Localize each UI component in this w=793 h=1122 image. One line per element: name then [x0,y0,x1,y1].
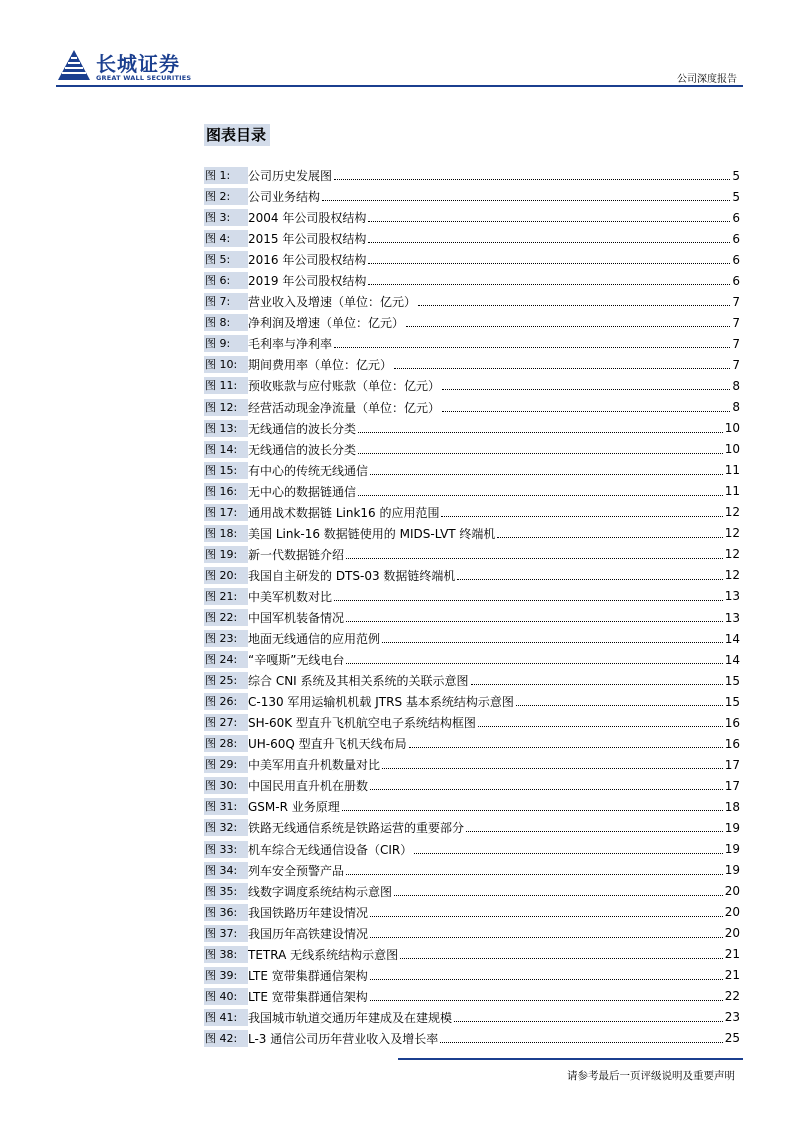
footer-disclaimer: 请参考最后一页评级说明及重要声明 [567,1070,735,1082]
toc-entry[interactable] [204,228,740,249]
figure-label: 图 34: [204,862,248,879]
figure-label: 图 17: [204,504,248,521]
toc-entry[interactable] [204,839,740,860]
dot-leader [442,389,730,390]
figure-title: 经营活动现金净流量（单位：亿元） [248,400,441,415]
toc-entry[interactable] [204,249,740,270]
page-number: 7 [732,315,740,330]
page-number: 7 [732,336,740,351]
dot-leader [368,263,730,264]
figure-label: 图 13: [204,420,248,437]
figure-title: “辛嘎斯”无线电台 [248,653,345,668]
page-number: 19 [724,863,740,878]
dot-leader [346,874,723,875]
dot-leader [441,516,722,517]
toc-entry[interactable] [204,902,740,923]
toc-entry[interactable] [204,817,740,838]
page-number: 16 [724,736,740,751]
dot-leader [334,600,723,601]
figure-title: 新一代数据链介绍 [248,547,345,562]
toc-entry[interactable] [204,670,740,691]
toc-entry[interactable] [204,1007,740,1028]
toc-entry[interactable] [204,1028,740,1049]
toc-entry[interactable] [204,544,740,565]
figure-label: 图 16: [204,483,248,500]
page-number: 14 [724,652,740,667]
dot-leader [346,621,723,622]
figure-label: 图 2: [204,188,248,205]
dot-leader [334,179,730,180]
figure-list [204,165,740,1049]
figure-title: 公司历史发展图 [248,169,333,184]
dot-leader [368,242,730,243]
figure-title: 综合 CNI 系统及其相关系统的关联示意图 [248,674,469,689]
figure-label: 图 23: [204,630,248,647]
toc-entry[interactable] [204,965,740,986]
dot-leader [370,1000,723,1001]
report-type-label: 公司深度报告 [677,74,737,85]
toc-entry[interactable] [204,165,740,186]
page-number: 6 [732,273,740,288]
page-number: 6 [732,210,740,225]
figure-label: 图 40: [204,988,248,1005]
figure-label: 图 9: [204,335,248,352]
toc-entry[interactable] [204,375,740,396]
dot-leader [358,495,723,496]
figure-title: 有中心的传统无线通信 [248,463,369,478]
toc-entry[interactable] [204,628,740,649]
page-number: 19 [724,820,740,835]
great-wall-logo-icon [56,46,92,82]
dot-leader [414,853,722,854]
figure-label: 图 28: [204,735,248,752]
figure-title: 2004 年公司股权结构 [248,211,367,226]
toc-entry[interactable] [204,775,740,796]
page-number: 25 [724,1031,740,1046]
figure-label: 图 41: [204,1009,248,1026]
figure-label: 图 21: [204,588,248,605]
figure-label: 图 24: [204,651,248,668]
figure-title: 中美军用直升机数量对比 [248,758,381,773]
dot-leader [322,200,730,201]
toc-entry[interactable] [204,649,740,670]
figure-label: 图 35: [204,883,248,900]
toc-entry[interactable] [204,397,740,418]
figure-title: 无中心的数据链通信 [248,484,357,499]
toc-entry[interactable] [204,860,740,881]
dot-leader [370,916,723,917]
page-number: 21 [724,968,740,983]
dot-leader [406,326,730,327]
company-logo [56,46,196,86]
dot-leader [346,663,722,664]
page-number: 13 [724,589,740,604]
figure-title: 中国军机装备情况 [248,611,345,625]
toc-entry[interactable] [204,460,740,481]
page-number: 20 [724,926,740,941]
dot-leader [497,537,722,538]
figure-label: 图 31: [204,798,248,815]
toc-entry[interactable] [204,586,740,607]
toc-entry[interactable] [204,270,740,291]
figure-label: 图 42: [204,1030,248,1047]
dot-leader [358,453,723,454]
figure-title: 2015 年公司股权结构 [248,232,367,247]
toc-entry[interactable] [204,291,740,312]
figure-title: 我国铁路历年建设情况 [248,905,369,920]
dot-leader [334,347,730,348]
figure-title: 毛利率与净利率 [248,337,333,352]
page-number: 10 [724,421,740,436]
figure-label: 图 7: [204,293,248,310]
figure-label: 图 38: [204,946,248,963]
figure-title: 中国民用直升机在册数 [248,779,369,794]
page-number: 12 [724,568,740,583]
dot-leader [400,958,723,959]
page-number: 5 [732,168,740,183]
page-number: 12 [724,526,740,541]
dot-leader [457,579,722,580]
toc-entry[interactable] [204,796,740,817]
page-number: 10 [724,442,740,457]
page-number: 15 [724,694,740,709]
figure-title: 公司业务结构 [248,190,321,205]
toc-entry[interactable] [204,207,740,228]
toc-entry[interactable] [204,881,740,902]
page-number: 11 [724,484,740,499]
figure-title: 我国城市轨道交通历年建成及在建规模 [248,1010,453,1025]
dot-leader [394,895,723,896]
toc-entry[interactable] [204,986,740,1007]
figure-title: 无线通信的波长分类 [248,442,357,457]
figure-label: 图 5: [204,251,248,268]
dot-leader [442,411,730,412]
figure-label: 图 20: [204,567,248,584]
page-number: 6 [732,231,740,246]
page-number: 13 [724,610,740,625]
dot-leader [382,642,723,643]
page-number: 15 [724,673,740,688]
figure-label: 图 15: [204,462,248,479]
figure-title: UH-60Q 型直升飞机天线布局 [248,737,407,752]
figure-title: 2016 年公司股权结构 [248,253,367,268]
page-number: 17 [724,757,740,772]
toc-entry[interactable] [204,354,740,375]
figure-title: 通用战术数据链 Link16 的应用范围 [248,505,440,520]
figure-title: 中美军机数对比 [248,589,333,604]
figure-label: 图 30: [204,777,248,794]
dot-leader [478,726,723,727]
toc-entry[interactable] [204,439,740,460]
toc-entry[interactable] [204,418,740,439]
page-number: 5 [732,189,740,204]
dot-leader [368,221,730,222]
page-number: 18 [724,799,740,814]
dot-leader [368,284,730,285]
figure-label: 图 25: [204,672,248,689]
toc-entry[interactable] [204,333,740,354]
page-number: 6 [732,252,740,267]
toc-entry[interactable] [204,691,740,712]
dot-leader [342,810,723,811]
figure-label: 图 14: [204,441,248,458]
figure-label: 图 11: [204,377,248,394]
toc-entry[interactable] [204,733,740,754]
figure-title: 2019 年公司股权结构 [248,274,367,289]
dot-leader [382,768,723,769]
figure-title: 铁路无线通信系统是铁路运营的重要部分 [248,821,465,836]
figure-label: 图 18: [204,525,248,542]
figure-title: LTE 宽带集群通信架构 [248,989,368,1004]
figure-label: 图 26: [204,693,248,710]
page-number: 7 [732,294,740,309]
dot-leader [418,305,730,306]
figure-title: 营业收入及增速（单位：亿元） [248,295,417,310]
figure-title: C-130 军用运输机机载 JTRS 基本系统结构示意图 [248,695,514,710]
figure-label: 图 29: [204,756,248,773]
figure-label: 图 1: [204,167,248,184]
figure-label: 图 10: [204,356,248,373]
figure-label: 图 6: [204,272,248,289]
toc-entry[interactable] [204,923,740,944]
figure-label: 图 22: [204,609,248,626]
figure-label: 图 36: [204,904,248,921]
figure-label: 图 33: [204,841,248,858]
dot-leader [409,747,723,748]
page-number: 8 [732,378,740,393]
dot-leader [370,474,723,475]
toc-entry[interactable] [204,712,740,733]
figure-title: LTE 宽带集群通信架构 [248,968,368,983]
toc-entry[interactable] [204,565,740,586]
dot-leader [370,979,723,980]
dot-leader [440,1042,722,1043]
figure-title: 线数字调度系统结构示意图 [248,884,393,899]
figure-title: 净利润及增速（单位：亿元） [248,316,405,331]
page-number: 19 [724,842,740,857]
toc-entry[interactable] [204,481,740,502]
figure-title: 列车安全预警产品 [248,863,345,878]
page-number: 11 [724,463,740,478]
toc-title: 图表目录 [204,124,270,146]
dot-leader [358,432,723,433]
page-number: 20 [724,905,740,920]
figure-title: 期间费用率（单位：亿元） [248,358,393,373]
figure-label: 图 12: [204,399,248,416]
page-number: 22 [724,989,740,1004]
dot-leader [370,789,723,790]
figure-title: SH-60K 型直升飞机航空电子系统结构框图 [248,716,476,731]
figure-label: 图 37: [204,925,248,942]
toc-entry[interactable] [204,523,740,544]
logo-english-name: GREAT WALL SECURITIES [96,74,192,82]
figure-title: TETRA 无线系统结构示意图 [248,947,399,962]
figure-title: 我国历年高铁建设情况 [248,926,369,941]
page-number: 14 [724,631,740,646]
figure-title: 机车综合无线通信设备（CIR） [248,842,413,857]
figure-label: 图 19: [204,546,248,563]
figure-title: L-3 通信公司历年营业收入及增长率 [248,1031,439,1046]
page-number: 7 [732,357,740,372]
figure-title: GSM-R 业务原理 [248,800,340,815]
figure-label: 图 4: [204,230,248,247]
toc-entry[interactable] [204,186,740,207]
page-number: 16 [724,715,740,730]
dot-leader [370,937,723,938]
toc-entry[interactable] [204,607,740,628]
dot-leader [394,368,730,369]
header-divider [56,85,743,87]
toc-entry[interactable] [204,944,740,965]
figure-title: 预收账款与应付账款（单位：亿元） [248,379,441,394]
figure-label: 图 27: [204,714,248,731]
page-number: 8 [732,400,740,415]
figure-title: 美国 Link-16 数据链使用的 MIDS-LVT 终端机 [248,526,496,541]
figure-label: 图 3: [204,209,248,226]
toc-entry[interactable] [204,502,740,523]
figure-label: 图 39: [204,967,248,984]
dot-leader [454,1021,723,1022]
figure-label: 图 8: [204,314,248,331]
page-number: 12 [724,547,740,562]
logo-chinese-name: 长城证券 [96,52,180,76]
page-number: 21 [724,947,740,962]
dot-leader [516,705,723,706]
dot-leader [471,684,723,685]
page-number: 12 [724,505,740,520]
figure-label: 图 32: [204,819,248,836]
figure-title: 无线通信的波长分类 [248,421,357,436]
footer-divider [398,1058,743,1060]
dot-leader [346,558,723,559]
figure-title: 我国自主研发的 DTS-03 数据链终端机 [248,568,456,583]
toc-entry[interactable] [204,312,740,333]
page-number: 20 [724,884,740,899]
page-number: 17 [724,778,740,793]
dot-leader [466,831,723,832]
page-number: 23 [724,1010,740,1025]
figure-title: 地面无线通信的应用范例 [248,632,381,647]
toc-entry[interactable] [204,754,740,775]
